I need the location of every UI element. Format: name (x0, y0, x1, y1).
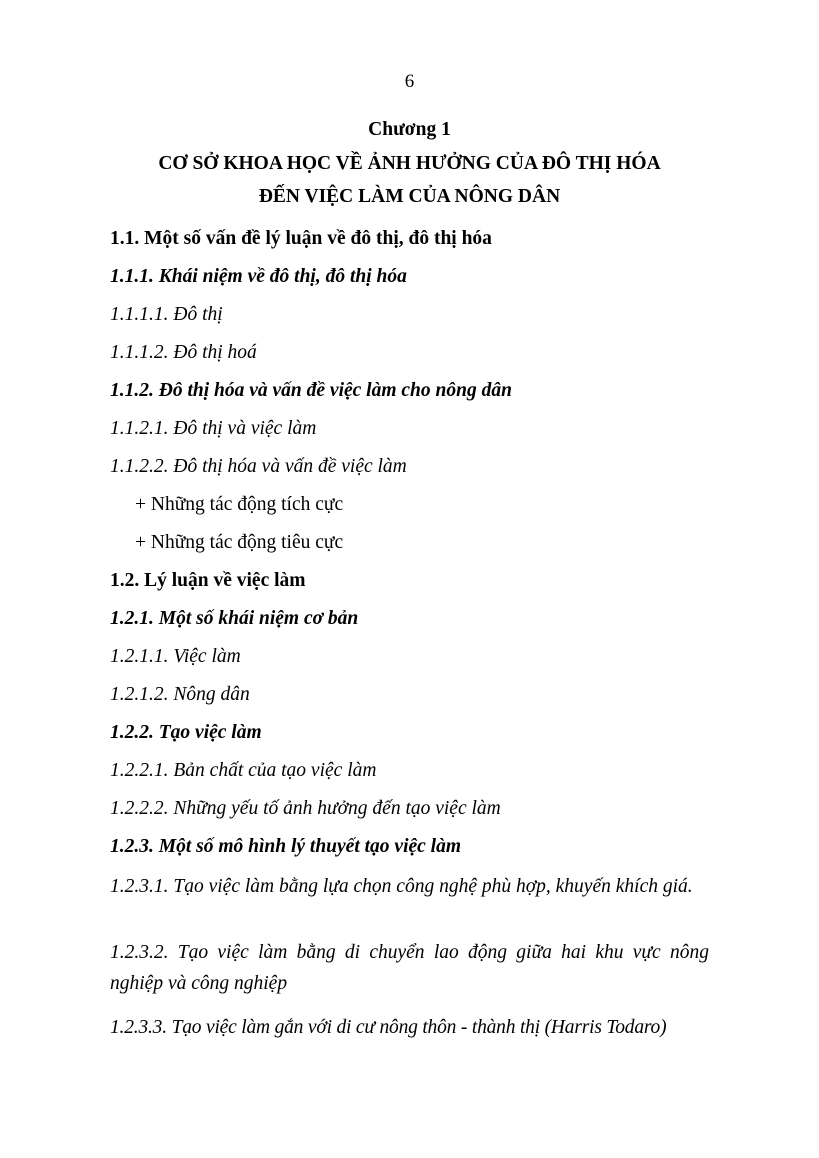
subsubsection-paragraph: 1.2.3.3. Tạo việc làm gắn với di cư nông thôn - thành thị (Harris Todaro) (110, 1017, 667, 1038)
subsubsection-heading: 1.1.2.2. Đô thị hóa và vấn đề việc làm (110, 456, 407, 477)
page-number: 6 (404, 71, 415, 92)
subsubsection-heading: 1.2.2.2. Những yếu tố ảnh hưởng đến tạo việc làm (110, 798, 501, 819)
chapter-label: Chương 1 (368, 119, 451, 140)
subsubsection-heading: 1.2.1.1. Việc làm (110, 646, 241, 667)
section-heading: 1.1. Một số vấn đề lý luận về đô thị, đô thị hóa (110, 228, 492, 249)
chapter-title-line-2: ĐẾN VIỆC LÀM CỦA NÔNG DÂN (258, 186, 561, 207)
chapter-title-line-1: CƠ SỞ KHOA HỌC VỀ ẢNH HƯỞNG CỦA ĐÔ THỊ HÓA (158, 153, 661, 174)
subsection-heading: 1.2.1. Một số khái niệm cơ bản (110, 608, 359, 629)
bullet-item: + Những tác động tiêu cực (135, 532, 344, 553)
subsubsection-paragraph: 1.2.3.1. Tạo việc làm bằng lựa chọn công nghệ phù hợp, khuyến khích giá. (110, 876, 693, 897)
section-heading: 1.2. Lý luận về việc làm (110, 570, 306, 591)
subsubsection-heading: 1.2.1.2. Nông dân (110, 684, 250, 705)
subsubsection-heading: 1.1.2.1. Đô thị và việc làm (110, 418, 317, 439)
subsubsection-paragraph: 1.2.3.2. Tạo việc làm bằng di chuyển lao động giữa hai khu vực nông nghiệp và công nghiệp (110, 942, 709, 994)
subsubsection-heading: 1.1.1.2. Đô thị hoá (110, 342, 257, 363)
bullet-item: + Những tác động tích cực (135, 494, 344, 515)
subsection-heading: 1.1.2. Đô thị hóa và vấn đề việc làm cho nông dân (110, 380, 512, 401)
subsubsection-heading: 1.2.2.1. Bản chất của tạo việc làm (110, 760, 377, 781)
subsection-heading: 1.1.1. Khái niệm về đô thị, đô thị hóa (110, 266, 407, 287)
subsubsection-heading: 1.1.1.1. Đô thị (110, 304, 223, 325)
subsection-heading: 1.2.3. Một số mô hình lý thuyết tạo việc làm (110, 836, 462, 857)
subsection-heading: 1.2.2. Tạo việc làm (110, 722, 262, 743)
